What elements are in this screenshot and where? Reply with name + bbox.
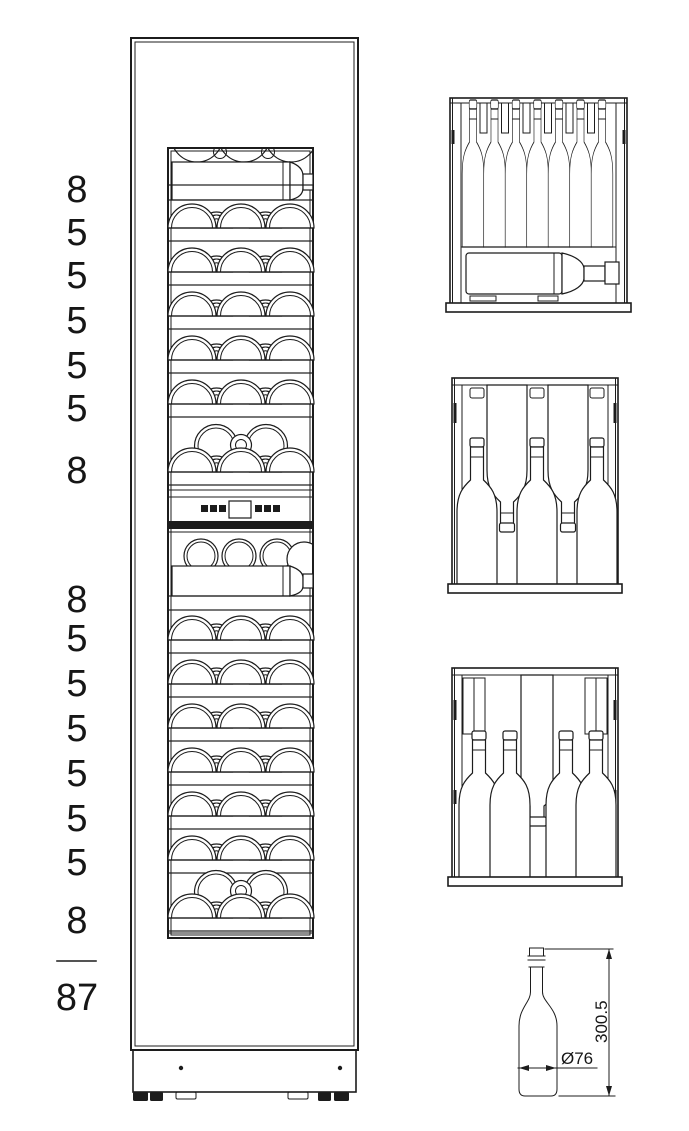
shelf-row-8-stacked (168, 425, 314, 486)
shelf-row-5 (168, 836, 314, 873)
shelf-row-5 (168, 660, 314, 697)
diameter-label: Ø76 (561, 1049, 594, 1068)
shelf-row-5 (168, 748, 314, 785)
count-label: 5 (66, 255, 88, 297)
count-label: 8 (66, 579, 88, 621)
cabinet-front-view (131, 38, 358, 1101)
zone-divider (168, 521, 313, 529)
shelf-row-8-stacked (168, 871, 314, 932)
count-label: 8 (66, 900, 88, 942)
shelf-detail-top-view-5-center-inverted (448, 668, 622, 886)
count-label: 5 (66, 708, 88, 750)
bottle-outline (519, 948, 557, 1096)
shelf-row-5 (168, 292, 314, 329)
shelf-row-5 (168, 616, 314, 653)
panel-button[interactable] (273, 505, 280, 512)
count-label: 5 (66, 798, 88, 840)
bottle (576, 731, 616, 878)
count-label: 5 (66, 212, 88, 254)
count-label: 8 (66, 450, 88, 492)
shelf-row-5 (168, 380, 314, 417)
count-label: 5 (66, 842, 88, 884)
count-label: 5 (66, 663, 88, 705)
standing-bottles-top-view (462, 100, 615, 247)
foot (288, 1092, 308, 1099)
shelf-row-5 (168, 704, 314, 741)
bottle-dimension-drawing (518, 948, 615, 1096)
foot (318, 1092, 331, 1101)
plinth-screw (338, 1066, 342, 1070)
panel-button[interactable] (264, 505, 271, 512)
shelf-row-5 (168, 204, 314, 241)
lying-bottle-top-view (466, 253, 619, 301)
bottle (462, 100, 484, 247)
panel-button[interactable] (219, 505, 226, 512)
upper-display-bottle (172, 162, 313, 200)
shelf-detail-top-view-5-alternating (448, 378, 622, 593)
count-label: 8 (66, 169, 88, 211)
panel-button[interactable] (255, 505, 262, 512)
count-label: 5 (66, 300, 88, 342)
plinth-screw (179, 1066, 183, 1070)
count-label: 5 (66, 753, 88, 795)
count-label: 5 (66, 345, 88, 387)
shelf-row-5 (168, 248, 314, 285)
shelf-rail (168, 596, 313, 610)
capacity-counts (56, 169, 98, 1019)
panel-button[interactable] (210, 505, 217, 512)
foot (133, 1092, 148, 1101)
foot (176, 1092, 196, 1099)
shelf-row-5 (168, 792, 314, 829)
panel-display (229, 501, 251, 518)
foot (150, 1092, 163, 1101)
total-count-label: 87 (55, 977, 99, 1019)
shelf-row-5 (168, 336, 314, 373)
control-panel (168, 490, 313, 532)
plinth (133, 1050, 356, 1101)
lower-display-bottle (172, 566, 313, 596)
count-label: 5 (66, 618, 88, 660)
shelf-detail-top-view-8 (446, 98, 631, 312)
height-label: 300.5 (592, 1000, 611, 1043)
panel-button[interactable] (201, 505, 208, 512)
count-label: 5 (66, 388, 88, 430)
foot (334, 1092, 349, 1101)
height-dimension (545, 949, 615, 1096)
upper-display-shelf (171, 110, 317, 162)
